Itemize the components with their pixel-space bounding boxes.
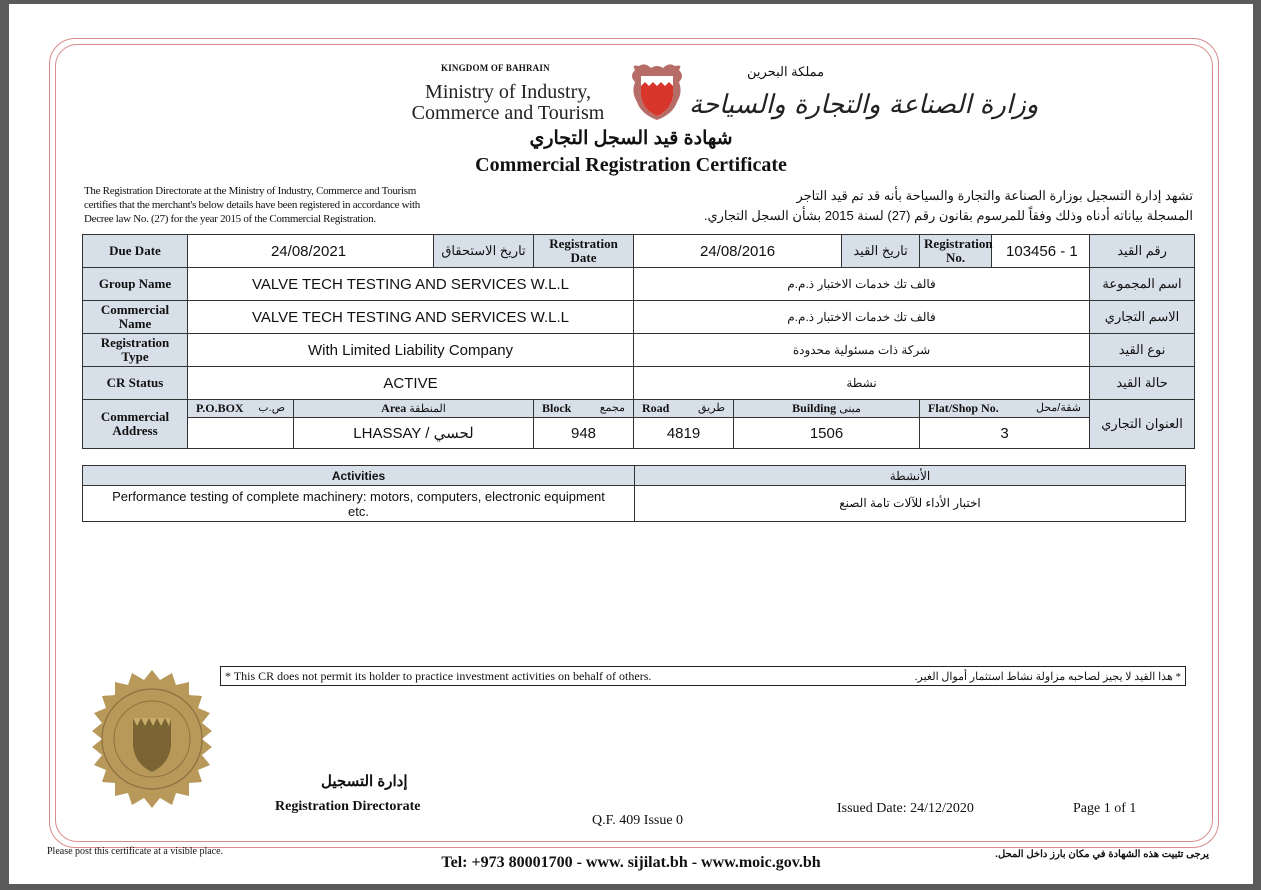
contact-info: Tel: +973 80001700 - www. sijilat.bh - www.moic.gov.bh [441,854,821,871]
building-value: 1506 [734,418,920,449]
commercial-name-ar: فالف تك خدمات الاختبار ذ.م.م [634,301,1090,334]
kingdom-label-en: KINGDOM OF BAHRAIN [441,63,550,73]
area-value: LHASSAY / لحسي [294,418,534,449]
reg-type-label-ar: نوع القيد [1090,334,1195,367]
notice-en: * This CR does not permit its holder to practice investment activities on behalf of others. [225,668,652,683]
reg-no-label: Registration No. [920,235,992,268]
investment-notice [220,666,1186,686]
status-badge-ar: نشطة [634,367,1090,400]
pobox-value [188,418,294,449]
group-name-label-ar: اسم المجموعة [1090,268,1195,301]
ministry-name-ar: وزارة الصناعة والتجارة والسياحة [689,90,1039,120]
reg-date-label-ar: تاريخ القيد [842,235,920,268]
group-name-ar: فالف تك خدمات الاختبار ذ.م.م [634,268,1090,301]
table-row-status [83,367,1195,400]
registration-details-table [82,234,1195,449]
address-label: Commercial Address [83,400,188,449]
issued-date-value: 24/12/2020 [910,801,974,816]
directorate-name-ar: إدارة التسجيل [321,773,408,790]
intro-ar-line1: تشهد إدارة التسجيل بوزارة الصناعة والتجارة والسياحة بأنه قد تم قيد التاجر [796,188,1193,203]
area-label: Area [381,401,407,415]
intro-en-line3: Decree law No. (27) for the year 2015 of the Commercial Registration. [84,213,376,225]
pobox-label: P.O.BOX [196,401,244,415]
pobox-label-ar: ص.ب [258,402,285,414]
activities-label-en: Activities [83,466,635,486]
status-label: CR Status [83,367,188,400]
notice-ar: * هذا القيد لا يجيز لصاحبه مزاولة نشاط استثمار أموال الغير. [914,670,1181,683]
building-label: Building [792,401,837,415]
road-label: Road [642,401,670,415]
area-label-ar: المنطقة [409,403,446,415]
directorate-name-en: Registration Directorate [275,799,421,814]
road-header [634,400,734,418]
reg-type-label: Registration Type [83,334,188,367]
road-label-ar: طريق [697,402,726,414]
reg-date-label: Registration Date [534,235,634,268]
activities-table [82,465,1186,522]
certificate-page [9,4,1253,884]
address-label-ar: العنوان التجاري [1090,400,1195,449]
bahrain-emblem-icon [627,62,687,122]
area-header [294,400,534,418]
table-row-dates [83,235,1195,268]
table-row-address-values [83,418,1195,449]
table-row-registration-type [83,334,1195,367]
activities-value-row [83,486,1186,522]
table-row-address-headers [83,400,1195,418]
group-name-label: Group Name [83,268,188,301]
activities-label-ar: الأنشطة [635,466,1186,486]
block-label-ar: مجمع [599,402,626,414]
commercial-name-en: VALVE TECH TESTING AND SERVICES W.L.L [188,301,634,334]
intro-text-ar [633,186,1193,226]
page-number: Page 1 of 1 [1073,801,1137,816]
reg-no-value: 103456 - 1 [992,235,1090,268]
due-date-value: 24/08/2021 [188,235,434,268]
flat-header [920,400,1090,418]
pobox-header [188,400,294,418]
intro-en-line2: certifies that the merchant's below details have been registered in accordance with [84,199,420,211]
intro-en-line1: The Registration Directorate at the Ministry of Industry, Commerce and Tourism [84,185,417,197]
group-name-en: VALVE TECH TESTING AND SERVICES W.L.L [188,268,634,301]
activities-header-row [83,466,1186,486]
building-header [734,400,920,418]
activities-value-ar: اختبار الأداء للآلات تامة الصنع [635,486,1186,522]
table-row-commercial-name [83,301,1195,334]
flat-label: Flat/Shop No. [928,401,999,415]
certificate-title-en: Commercial Registration Certificate [475,154,787,176]
kingdom-label-ar: مملكة البحرين [747,64,825,79]
status-label-ar: حالة القيد [1090,367,1195,400]
reg-no-label-ar: رقم القيد [1090,235,1195,268]
reg-date-value: 24/08/2016 [634,235,842,268]
flat-value: 3 [920,418,1090,449]
form-number: Q.F. 409 Issue 0 [592,813,684,828]
commercial-name-label: Commercial Name [83,301,188,334]
reg-type-en: With Limited Liability Company [188,334,634,367]
road-value: 4819 [634,418,734,449]
building-label-ar: مبنى [839,403,861,415]
flat-label-ar: شقة/محل [1035,402,1082,414]
table-row-group-name [83,268,1195,301]
activities-value-en: Performance testing of complete machinery: motors, computers, electronic equipment etc. [83,486,635,522]
certificate-title-ar: شهادة قيد السجل التجاري [529,128,733,149]
block-header [534,400,634,418]
post-notice-en: Please post this certificate at a visible place. [47,846,224,857]
intro-text-en [84,184,554,226]
issued-date-label: Issued Date: [837,801,907,816]
due-date-label: Due Date [83,235,188,268]
due-date-label-ar: تاريخ الاستحقاق [434,235,534,268]
commercial-name-label-ar: الاسم التجاري [1090,301,1195,334]
ministry-seal-icon [81,668,223,810]
block-label: Block [542,401,572,415]
block-value: 948 [534,418,634,449]
post-notice-ar: يرجى تثبيت هذه الشهادة في مكان بارز داخل المحل. [995,849,1209,860]
issued-date [837,801,974,817]
ministry-line2: Commerce and Tourism [411,102,605,124]
ministry-line1: Ministry of Industry, [425,81,591,103]
intro-ar-line2: المسجلة بياناته أدناه وذلك وفقاً للمرسوم بقانون رقم (27) لسنة 2015 بشأن السجل التجاري. [703,208,1193,223]
status-badge-en: ACTIVE [188,367,634,400]
ministry-name-en [399,82,617,124]
reg-type-ar: شركة ذات مسئولية محدودة [634,334,1090,367]
